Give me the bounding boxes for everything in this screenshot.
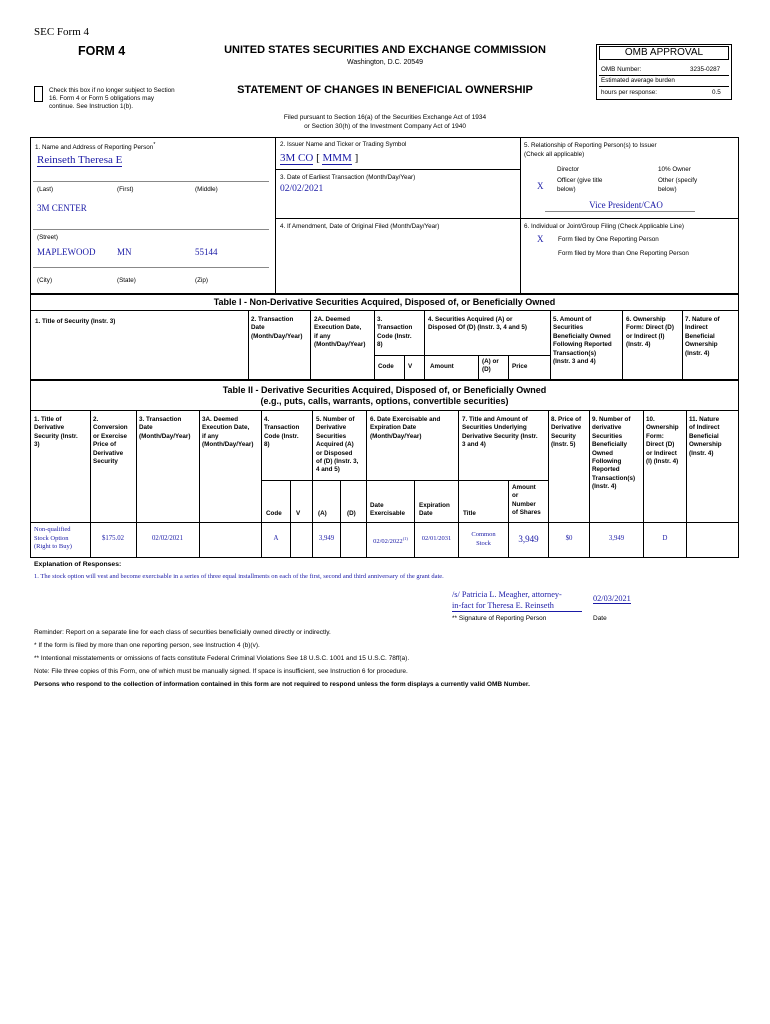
table2-col-derivative-title: 1. Title of Derivative Security (Instr. 3) — [34, 416, 78, 449]
officer-checkmark: X — [537, 181, 544, 191]
filing-multiple-persons: Form filed by More than One Reporting Person — [558, 250, 689, 257]
table1-col-security-title: 1. Title of Security (Instr. 3) — [35, 318, 116, 325]
filing-label: 6. Individual or Joint/Group Filing (Check Applicable Line) — [524, 223, 684, 230]
last-name-label: (Last) — [37, 186, 54, 193]
table2-sub-expiration: Expiration Date — [419, 502, 450, 518]
amendment-label: 4. If Amendment, Date of Original Filed (Month/Day/Year) — [280, 223, 440, 230]
row-transaction-code: A — [273, 535, 279, 542]
filing-one-person: Form filed by One Reporting Person — [558, 236, 659, 243]
reporting-person-state: MN — [117, 247, 132, 257]
reminder-text: Reminder: Report on a separate line for each class of securities beneficially owned directly or indirectly. — [34, 629, 331, 636]
reporting-info-section — [30, 137, 739, 294]
signature-date: 02/03/2021 — [593, 594, 631, 603]
table1-title: Table I - Non-Derivative Securities Acquired, Disposed of, or Beneficially Owned — [213, 297, 556, 307]
form-title: FORM 4 — [78, 44, 126, 58]
table2-subtitle: (e.g., puts, calls, warrants, options, convertible securities) — [260, 396, 509, 406]
statement-title: STATEMENT OF CHANGES IN BENEFICIAL OWNERSHIP — [237, 84, 533, 96]
table2-sub-v: V — [296, 510, 301, 517]
table2-col-conversion-price: 2. Conversion or Exercise Price of Derivative Security — [93, 416, 128, 466]
table2-col-exercisable-expiration: 6. Date Exercisable and Expiration Date (Month/Day/Year) — [370, 416, 441, 440]
row-underlying-title: Common Stock — [471, 531, 496, 547]
table1-sub-v: V — [408, 363, 413, 370]
explanation-label: Explanation of Responses: — [34, 561, 122, 568]
table2-col-underlying: 7. Title and Amount of Securities Underlying Derivative Security (Instr. 3 and 4) — [462, 416, 538, 449]
director-option: Director — [557, 166, 580, 173]
ten-percent-owner-option: 10% Owner — [658, 166, 691, 173]
note-multiple-persons: * If the form is filed by more than one reporting person, see Instruction 4 (b)(v). — [34, 642, 260, 649]
row-date-exercisable: 02/02/2022$^{(1)}$ — [373, 536, 408, 546]
table1-col-deemed-date: 2A. Deemed Execution Date, if any (Month/Day/Year) — [314, 316, 366, 349]
signature-label: ** Signature of Reporting Person — [452, 615, 547, 622]
reporting-person-address: 3M CENTER — [37, 203, 87, 213]
table2-col-number-derivative: 5. Number of Derivative Securities Acquired (A) or Disposed of (D) (Instr. 3, 4 and 5) — [316, 416, 359, 474]
row-ownership-form: D — [662, 535, 668, 542]
table2-col-deemed-date: 3A. Deemed Execution Date, if any (Month/Day/Year) — [202, 416, 254, 449]
row-expiration-date: 02/01/2031 — [421, 535, 452, 542]
row-underlying-amount: 3,949 — [518, 534, 539, 544]
row-derivative-title: Non-qualified Stock Option (Right to Buy) — [34, 526, 72, 550]
row-transaction-date: 02/02/2021 — [152, 535, 183, 542]
section16-checkbox[interactable] — [34, 86, 43, 102]
table1-col-ownership-form: 6. Ownership Form: Direct (D) or Indirect (I) (Instr. 4) — [626, 316, 674, 349]
table1-sub-code: Code — [378, 363, 394, 370]
table1-sub-price: Price — [512, 363, 528, 370]
note-copies: Note: File three copies of this Form, one of which must be manually signed. If space is insufficient, see Instruction 6 for procedure. — [34, 668, 408, 675]
row-acquired-amount: 3,949 — [318, 535, 335, 542]
table1-col-acquired-disposed: 4. Securities Acquired (A) or Disposed Of (D) (Instr. 3, 4 and 5) — [428, 316, 528, 332]
relationship-label: 5. Relationship of Reporting Person(s) to Issuer (Check all applicable) — [524, 142, 657, 158]
omb-approval-title: OMB APPROVAL — [599, 46, 729, 60]
omb-hours-label: hours per response: — [601, 89, 658, 96]
table2-sub-title: Title — [463, 510, 476, 517]
zip-label: (Zip) — [195, 277, 208, 284]
filed-pursuant-text: Filed pursuant to Section 16(a) of the Securities Exchange Act of 1934 or Section 30(h) of the Investment Company Act of 1940 — [283, 114, 487, 130]
reporting-person-zip: 55144 — [195, 247, 218, 257]
reporting-person-signature: /s/ Patricia L. Meagher, attorney- in-fact for Theresa E. Reinseth — [452, 589, 582, 612]
agency-name: UNITED STATES SECURITIES AND EXCHANGE COMMISSION — [224, 44, 546, 56]
agency-location: Washington, D.C. 20549 — [346, 59, 423, 66]
table2-col-ownership-form: 10. Ownership Form: Direct (D) or Indirect (I) (Instr. 4) — [646, 416, 679, 466]
table2-sub-date-exercisable: Date Exercisable — [370, 502, 406, 518]
note-misstatements: ** Intentional misstatements or omissions of facts constitute Federal Criminal Violations See 18 U.S.C. 1001 and 15 U.S.C. 78ff(a). — [34, 655, 410, 662]
reporting-person-city: MAPLEWOOD — [37, 247, 96, 257]
city-label: (City) — [37, 277, 53, 284]
table2-col-derivative-price: 8. Price of Derivative Security (Instr. 5) — [551, 416, 582, 449]
omb-hours-value: 0.5 — [712, 89, 721, 96]
reporting-person-label: 1. Name and Address of Reporting Person* — [35, 142, 156, 152]
officer-title: Vice President/CAO — [589, 200, 663, 210]
issuer-label: 2. Issuer Name and Ticker or Trading Symbol — [280, 141, 407, 148]
footnote-1: 1. The stock option will vest and become exercisable in a series of three equal installments on each of the first, second and third anniversary of the grant date. — [34, 573, 444, 580]
table1-col-transaction-code: 3. Transaction Code (Instr. 8) — [377, 316, 413, 349]
table2-sub-code: Code — [266, 510, 282, 517]
table1-col-amount-owned: 5. Amount of Securities Beneficially Owned Following Reported Transaction(s) (Instr. 3 and 4) — [553, 316, 612, 366]
filing-checkmark: X — [537, 234, 544, 244]
table2-col-nature-ownership: 11. Nature of Indirect Beneficial Ownership (Instr. 4) — [689, 416, 722, 457]
table2-sub-amount-shares: Amount or Number of Shares — [512, 484, 541, 517]
table2-title: Table II - Derivative Securities Acquired, Disposed of, or Beneficially Owned — [222, 385, 547, 395]
earliest-transaction-label: 3. Date of Earliest Transaction (Month/Day/Year) — [280, 174, 416, 181]
table2-sub-a: (A) — [318, 510, 327, 517]
table1-sub-amount: Amount — [430, 363, 454, 370]
issuer-name-ticker: 3M CO [ MMM ] — [280, 152, 359, 164]
omb-burden-label: Estimated average burden — [601, 77, 675, 84]
first-name-label: (First) — [117, 186, 134, 193]
table1-col-nature-ownership: 7. Nature of Indirect Beneficial Ownership (Instr. 4) — [685, 316, 720, 357]
reporting-person-name: Reinseth Theresa E — [37, 154, 123, 166]
street-label: (Street) — [37, 234, 58, 241]
omb-number-label: OMB Number: — [601, 66, 642, 73]
table2-col-transaction-date: 3. Transaction Date (Month/Day/Year) — [139, 416, 191, 440]
officer-option: Officer (give title below) — [557, 177, 603, 193]
state-label: (State) — [117, 277, 136, 284]
table2-sub-d: (D) — [347, 510, 356, 517]
sec-form-label: SEC Form 4 — [34, 26, 90, 38]
other-option: Other (specify below) — [658, 177, 698, 193]
earliest-transaction-date: 02/02/2021 — [280, 184, 324, 194]
table1-col-transaction-date: 2. Transaction Date (Month/Day/Year) — [251, 316, 303, 340]
omb-number-value: 3235-0287 — [690, 66, 721, 73]
date-label: Date — [593, 615, 607, 622]
row-conversion-price: $175.02 — [101, 535, 125, 542]
section16-checkbox-text: Check this box if no longer subject to Section 16. Form 4 or Form 5 obligations may continue. See Instruction 1(b). — [49, 87, 175, 110]
note-omb-validity: Persons who respond to the collection of information contained in this form are not required to respond unless the form displays a currently valid OMB Number. — [34, 681, 530, 688]
row-derivative-price: $0 — [565, 535, 573, 542]
middle-name-label: (Middle) — [195, 186, 218, 193]
table2-col-transaction-code: 4. Transaction Code (Instr. 8) — [264, 416, 300, 449]
table2-col-number-owned: 9. Number of derivative Securities Beneficially Owned Following Reported Transaction(s) (Instr. 4) — [592, 416, 636, 491]
row-number-owned: 3,949 — [608, 535, 625, 542]
table1-sub-a-or-d: (A) or (D) — [482, 358, 499, 374]
